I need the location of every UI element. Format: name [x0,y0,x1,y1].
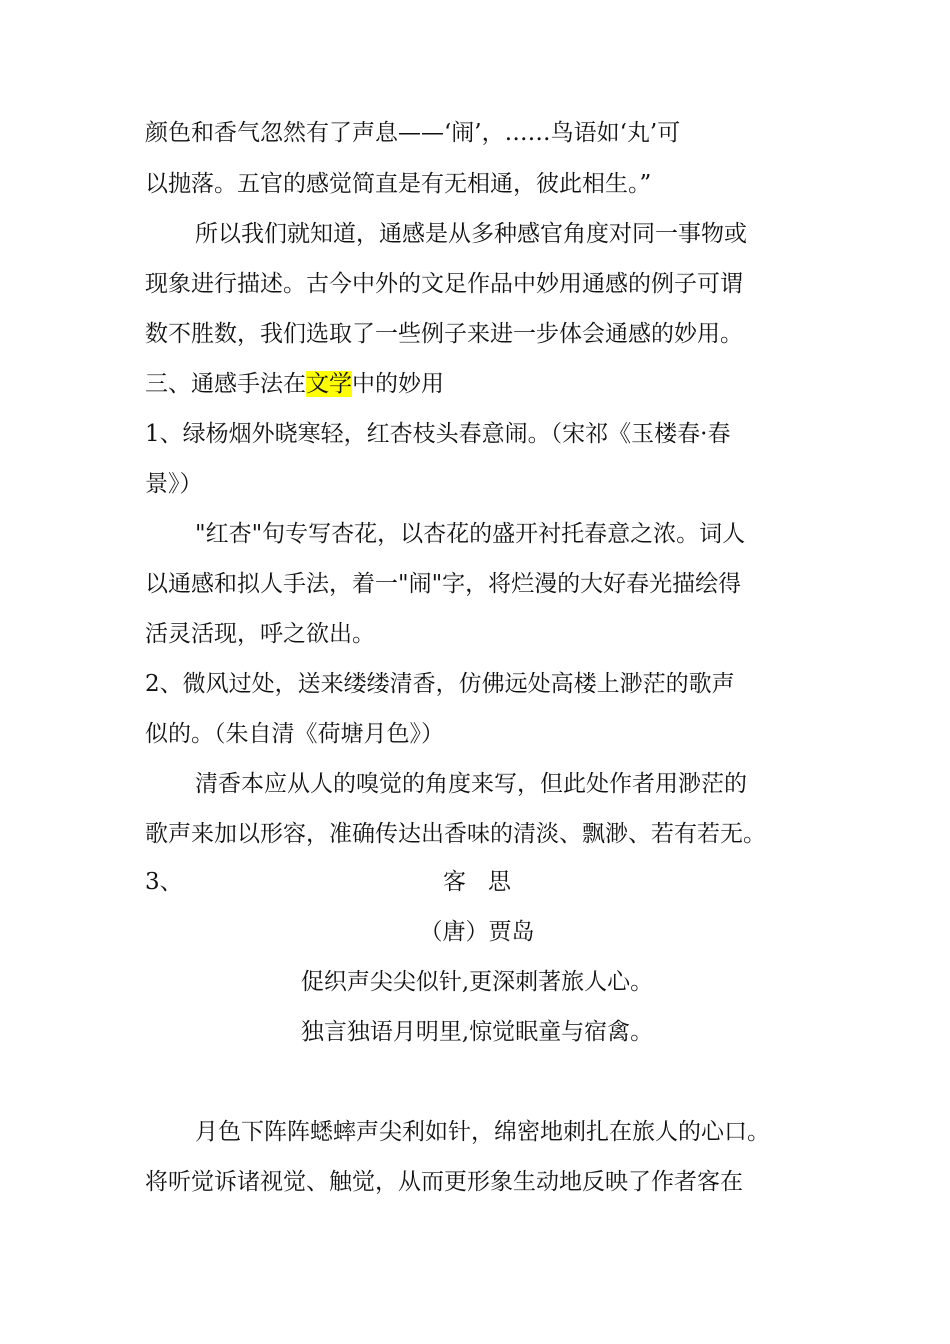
paragraph-line: 以抛落。五官的感觉简直是有无相通，彼此相生。” [145,171,652,197]
example-2-commentary: 歌声来加以形容，准确传达出香味的清淡、飘渺、若有若无。 [145,821,766,847]
example-3-number: 3、 [145,869,183,895]
example-1-commentary: "红杏"句专写杏花，以杏花的盛开衬托春意之浓。词人 [195,521,746,547]
example-1-line: 景》） [145,471,203,497]
paragraph-line: 数不胜数，我们选取了一些例子来进一步体会通感的妙用。 [145,321,743,347]
paragraph-line: 颜色和香气忽然有了声息——‘闹’，……鸟语如‘丸’可 [145,120,681,146]
poem-verse: 促织声尖尖似针,更深刺著旅人心。 [300,969,654,995]
example-2-line: 2、微风过处，送来缕缕清香，仿佛远处高楼上渺茫的歌声 [145,671,735,697]
example-1-commentary: 以通感和拟人手法，着一"闹"字，将烂漫的大好春光描绘得 [145,571,742,597]
paragraph-line: 所以我们就知道，通感是从多种感官角度对同一事物或 [195,221,747,247]
example-1-line: 1、绿杨烟外晓寒轻，红杏枝头春意闹。（宋祁《玉楼春·春 [145,421,731,447]
example-3-commentary: 将听觉诉诸视觉、触觉，从而更形象生动地反映了作者客在 [145,1169,743,1195]
poem-verse: 独言独语月明里,惊觉眠童与宿禽。 [300,1019,654,1045]
poem-title: 客思 [443,869,533,895]
example-2-line: 似的。（朱自清《荷塘月色》） [145,721,444,747]
paragraph-line: 现象进行描述。古今中外的文足作品中妙用通感的例子可谓 [145,271,743,297]
section-heading-prefix: 三、通感手法在 [145,371,306,397]
example-3-commentary: 月色下阵阵蟋蟀声尖利如针，绵密地刺扎在旅人的心口。 [195,1119,770,1145]
example-2-commentary: 清香本应从人的嗅觉的角度来写，但此处作者用渺茫的 [195,771,747,797]
example-1-commentary: 活灵活现，呼之欲出。 [145,621,375,647]
highlighted-text: 文学 [306,371,352,397]
section-heading [145,369,825,399]
poem-author: （唐）贾岛 [419,919,535,945]
section-heading-suffix: 中的妙用 [352,371,444,397]
